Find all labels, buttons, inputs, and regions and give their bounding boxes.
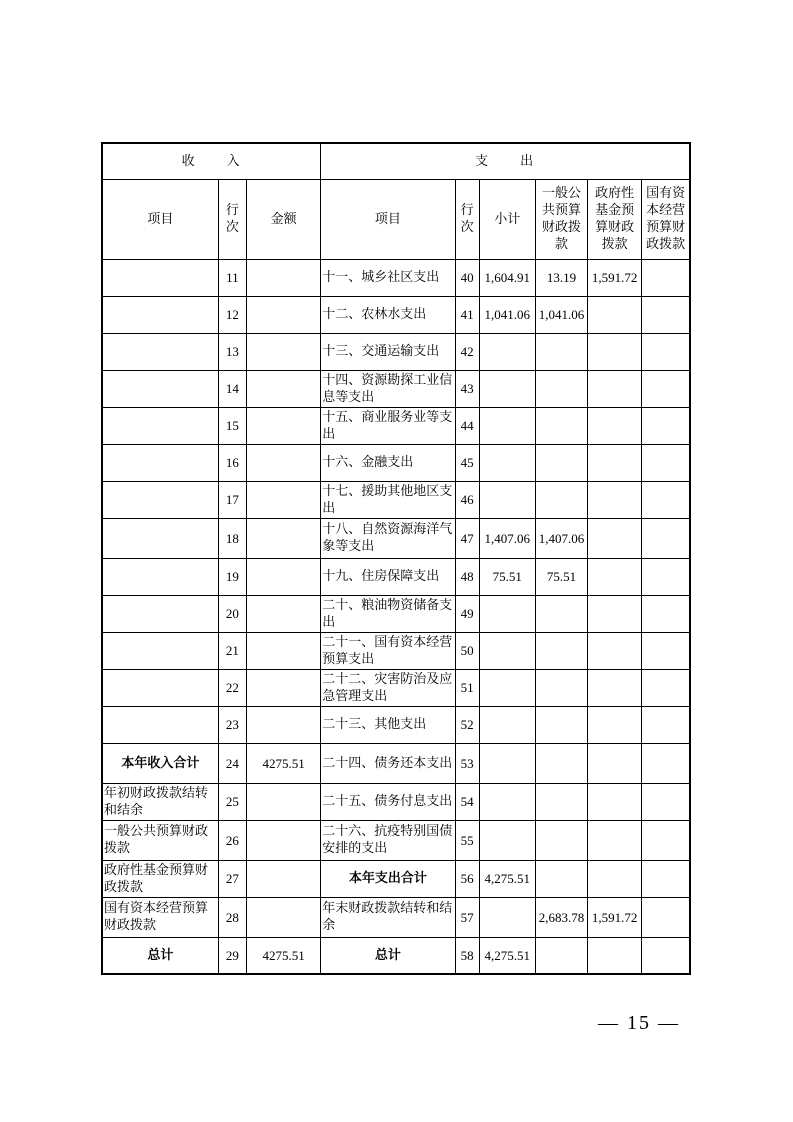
fund-budget-cell xyxy=(588,783,642,820)
expense-item-cell: 十七、援助其他地区支出 xyxy=(321,481,455,518)
income-amount-cell xyxy=(246,296,320,333)
expense-item-cell: 总计 xyxy=(321,937,455,974)
general-budget-cell xyxy=(535,370,587,407)
income-item-cell xyxy=(102,558,218,595)
fund-budget-cell xyxy=(588,820,642,860)
expense-row-number-cell: 43 xyxy=(455,370,479,407)
state-capital-cell xyxy=(642,860,690,897)
general-budget-cell: 2,683.78 xyxy=(535,897,587,937)
col-fund-header: 政府性基金预算财政拨款 xyxy=(588,179,642,259)
subtotal-cell xyxy=(479,407,535,444)
subtotal-cell xyxy=(479,669,535,706)
expense-row-number-cell: 46 xyxy=(455,481,479,518)
fund-budget-cell xyxy=(588,296,642,333)
fund-budget-cell xyxy=(588,444,642,481)
table-row xyxy=(102,444,690,481)
state-capital-cell xyxy=(642,370,690,407)
subtotal-cell: 4,275.51 xyxy=(479,860,535,897)
expense-row-number-cell: 51 xyxy=(455,669,479,706)
general-budget-cell xyxy=(535,595,587,632)
table-row xyxy=(102,259,690,296)
expense-row-number-cell: 50 xyxy=(455,632,479,669)
income-row-number-cell: 20 xyxy=(218,595,246,632)
expense-row-number-cell: 56 xyxy=(455,860,479,897)
subtotal-cell: 1,041.06 xyxy=(479,296,535,333)
income-row-number-cell: 16 xyxy=(218,444,246,481)
income-item-cell xyxy=(102,444,218,481)
income-row-number-cell: 28 xyxy=(218,897,246,937)
income-item-cell xyxy=(102,370,218,407)
income-item-cell xyxy=(102,595,218,632)
income-row-number-cell: 12 xyxy=(218,296,246,333)
expense-item-cell: 二十一、国有资本经营预算支出 xyxy=(321,632,455,669)
fund-budget-cell: 1,591.72 xyxy=(588,897,642,937)
subtotal-cell xyxy=(479,820,535,860)
col-amount-header: 金额 xyxy=(246,179,320,259)
income-amount-cell xyxy=(246,820,320,860)
expense-row-number-cell: 52 xyxy=(455,706,479,743)
fund-budget-cell xyxy=(588,518,642,558)
general-budget-cell: 1,041.06 xyxy=(535,296,587,333)
fund-budget-cell xyxy=(588,595,642,632)
expense-item-cell: 十六、金融支出 xyxy=(321,444,455,481)
table-row xyxy=(102,595,690,632)
state-capital-cell xyxy=(642,897,690,937)
income-amount-cell xyxy=(246,370,320,407)
state-capital-cell xyxy=(642,743,690,783)
income-amount-cell xyxy=(246,259,320,296)
state-capital-cell xyxy=(642,706,690,743)
general-budget-cell xyxy=(535,743,587,783)
subtotal-cell xyxy=(479,783,535,820)
general-budget-cell xyxy=(535,444,587,481)
income-amount-cell xyxy=(246,333,320,370)
state-capital-cell xyxy=(642,296,690,333)
section-header-row xyxy=(102,143,690,179)
col-subtotal-header: 小计 xyxy=(479,179,535,259)
general-budget-cell xyxy=(535,632,587,669)
expense-row-number-cell: 55 xyxy=(455,820,479,860)
income-amount-cell xyxy=(246,783,320,820)
expense-row-number-cell: 44 xyxy=(455,407,479,444)
income-amount-cell xyxy=(246,407,320,444)
income-amount-cell xyxy=(246,669,320,706)
table-row xyxy=(102,558,690,595)
state-capital-cell xyxy=(642,444,690,481)
income-item-cell: 国有资本经营预算财政拨款 xyxy=(102,897,218,937)
state-capital-cell xyxy=(642,669,690,706)
table-row xyxy=(102,296,690,333)
income-row-number-cell: 27 xyxy=(218,860,246,897)
income-item-cell xyxy=(102,669,218,706)
subtotal-cell xyxy=(479,333,535,370)
general-budget-cell xyxy=(535,333,587,370)
table-row xyxy=(102,632,690,669)
col-item-exp-header: 项目 xyxy=(321,179,455,259)
income-amount-cell xyxy=(246,481,320,518)
state-capital-cell xyxy=(642,558,690,595)
fund-budget-cell: 1,591.72 xyxy=(588,259,642,296)
general-budget-cell xyxy=(535,783,587,820)
expense-item-cell: 年末财政拨款结转和结余 xyxy=(321,897,455,937)
expense-row-number-cell: 53 xyxy=(455,743,479,783)
expense-item-cell: 二十六、抗疫特别国债安排的支出 xyxy=(321,820,455,860)
expense-row-number-cell: 40 xyxy=(455,259,479,296)
general-budget-cell xyxy=(535,860,587,897)
col-general-header: 一般公共预算财政拨款 xyxy=(535,179,587,259)
expense-item-cell: 十八、自然资源海洋气象等支出 xyxy=(321,518,455,558)
table-row xyxy=(102,669,690,706)
budget-table xyxy=(101,142,691,975)
general-budget-cell xyxy=(535,706,587,743)
table-row xyxy=(102,370,690,407)
table-row xyxy=(102,333,690,370)
fund-budget-cell xyxy=(588,743,642,783)
income-item-cell: 一般公共预算财政拨款 xyxy=(102,820,218,860)
fund-budget-cell xyxy=(588,333,642,370)
expense-item-cell: 十五、商业服务业等支出 xyxy=(321,407,455,444)
income-amount-cell xyxy=(246,518,320,558)
income-row-number-cell: 29 xyxy=(218,937,246,974)
table-row xyxy=(102,783,690,820)
expense-item-cell: 十二、农林水支出 xyxy=(321,296,455,333)
col-state-header: 国有资本经营预算财政拨款 xyxy=(642,179,690,259)
income-section-header: 收 入 xyxy=(102,143,321,179)
income-item-cell xyxy=(102,259,218,296)
state-capital-cell xyxy=(642,820,690,860)
subtotal-cell xyxy=(479,743,535,783)
income-row-number-cell: 25 xyxy=(218,783,246,820)
income-item-cell: 本年收入合计 xyxy=(102,743,218,783)
income-item-cell xyxy=(102,632,218,669)
state-capital-cell xyxy=(642,595,690,632)
income-amount-cell xyxy=(246,632,320,669)
fund-budget-cell xyxy=(588,370,642,407)
income-amount-cell xyxy=(246,444,320,481)
general-budget-cell xyxy=(535,481,587,518)
expense-item-cell: 本年支出合计 xyxy=(321,860,455,897)
income-amount-cell xyxy=(246,897,320,937)
state-capital-cell xyxy=(642,783,690,820)
income-item-cell: 政府性基金预算财政拨款 xyxy=(102,860,218,897)
col-row-header: 行次 xyxy=(218,179,246,259)
subtotal-cell: 1,407.06 xyxy=(479,518,535,558)
subtotal-cell xyxy=(479,897,535,937)
fund-budget-cell xyxy=(588,669,642,706)
state-capital-cell xyxy=(642,259,690,296)
expense-item-cell: 十九、住房保障支出 xyxy=(321,558,455,595)
income-item-cell xyxy=(102,518,218,558)
income-amount-cell: 4275.51 xyxy=(246,743,320,783)
expense-item-cell: 十一、城乡社区支出 xyxy=(321,259,455,296)
col-item-header: 项目 xyxy=(102,179,218,259)
expense-row-number-cell: 54 xyxy=(455,783,479,820)
fund-budget-cell xyxy=(588,632,642,669)
state-capital-cell xyxy=(642,333,690,370)
subtotal-cell xyxy=(479,706,535,743)
table-row xyxy=(102,820,690,860)
subtotal-cell xyxy=(479,595,535,632)
expense-item-cell: 二十二、灾害防治及应急管理支出 xyxy=(321,669,455,706)
income-row-number-cell: 26 xyxy=(218,820,246,860)
income-amount-cell: 4275.51 xyxy=(246,937,320,974)
income-item-cell: 总计 xyxy=(102,937,218,974)
state-capital-cell xyxy=(642,481,690,518)
general-budget-cell: 1,407.06 xyxy=(535,518,587,558)
subtotal-cell: 4,275.51 xyxy=(479,937,535,974)
table-row xyxy=(102,407,690,444)
expense-row-number-cell: 47 xyxy=(455,518,479,558)
fund-budget-cell xyxy=(588,860,642,897)
income-item-cell xyxy=(102,407,218,444)
income-row-number-cell: 23 xyxy=(218,706,246,743)
income-row-number-cell: 21 xyxy=(218,632,246,669)
income-row-number-cell: 24 xyxy=(218,743,246,783)
expense-row-number-cell: 49 xyxy=(455,595,479,632)
expense-row-number-cell: 42 xyxy=(455,333,479,370)
expense-row-number-cell: 45 xyxy=(455,444,479,481)
column-header-row xyxy=(102,179,690,259)
income-item-cell xyxy=(102,296,218,333)
fund-budget-cell xyxy=(588,407,642,444)
expense-item-cell: 十四、资源勘探工业信息等支出 xyxy=(321,370,455,407)
subtotal-cell xyxy=(479,370,535,407)
expense-section-header: 支 出 xyxy=(321,143,690,179)
table-row xyxy=(102,897,690,937)
income-row-number-cell: 15 xyxy=(218,407,246,444)
general-budget-cell xyxy=(535,820,587,860)
expense-item-cell: 二十四、债务还本支出 xyxy=(321,743,455,783)
expense-row-number-cell: 41 xyxy=(455,296,479,333)
income-row-number-cell: 18 xyxy=(218,518,246,558)
income-amount-cell xyxy=(246,558,320,595)
fund-budget-cell xyxy=(588,937,642,974)
subtotal-cell: 1,604.91 xyxy=(479,259,535,296)
income-row-number-cell: 22 xyxy=(218,669,246,706)
income-row-number-cell: 17 xyxy=(218,481,246,518)
expense-row-number-cell: 57 xyxy=(455,897,479,937)
expense-row-number-cell: 58 xyxy=(455,937,479,974)
income-item-cell xyxy=(102,481,218,518)
subtotal-cell xyxy=(479,632,535,669)
table-row xyxy=(102,518,690,558)
general-budget-cell: 75.51 xyxy=(535,558,587,595)
subtotal-cell xyxy=(479,444,535,481)
state-capital-cell xyxy=(642,407,690,444)
fund-budget-cell xyxy=(588,706,642,743)
income-item-cell: 年初财政拨款结转和结余 xyxy=(102,783,218,820)
state-capital-cell xyxy=(642,632,690,669)
income-row-number-cell: 13 xyxy=(218,333,246,370)
col-row-exp-header: 行次 xyxy=(455,179,479,259)
income-item-cell xyxy=(102,706,218,743)
page-number: — 15 — xyxy=(598,1012,680,1034)
fund-budget-cell xyxy=(588,481,642,518)
expense-item-cell: 二十五、债务付息支出 xyxy=(321,783,455,820)
general-budget-cell xyxy=(535,407,587,444)
income-amount-cell xyxy=(246,706,320,743)
fund-budget-cell xyxy=(588,558,642,595)
expense-row-number-cell: 48 xyxy=(455,558,479,595)
subtotal-cell xyxy=(479,481,535,518)
general-budget-cell: 13.19 xyxy=(535,259,587,296)
income-row-number-cell: 14 xyxy=(218,370,246,407)
income-row-number-cell: 11 xyxy=(218,259,246,296)
income-amount-cell xyxy=(246,595,320,632)
table-row xyxy=(102,481,690,518)
income-item-cell xyxy=(102,333,218,370)
subtotal-cell: 75.51 xyxy=(479,558,535,595)
expense-item-cell: 二十、粮油物资储备支出 xyxy=(321,595,455,632)
table-row xyxy=(102,743,690,783)
table-row xyxy=(102,937,690,974)
general-budget-cell xyxy=(535,669,587,706)
state-capital-cell xyxy=(642,937,690,974)
income-row-number-cell: 19 xyxy=(218,558,246,595)
state-capital-cell xyxy=(642,518,690,558)
table-row xyxy=(102,860,690,897)
income-amount-cell xyxy=(246,860,320,897)
table-body xyxy=(102,259,690,974)
table-row xyxy=(102,706,690,743)
expense-item-cell: 二十三、其他支出 xyxy=(321,706,455,743)
general-budget-cell xyxy=(535,937,587,974)
expense-item-cell: 十三、交通运输支出 xyxy=(321,333,455,370)
